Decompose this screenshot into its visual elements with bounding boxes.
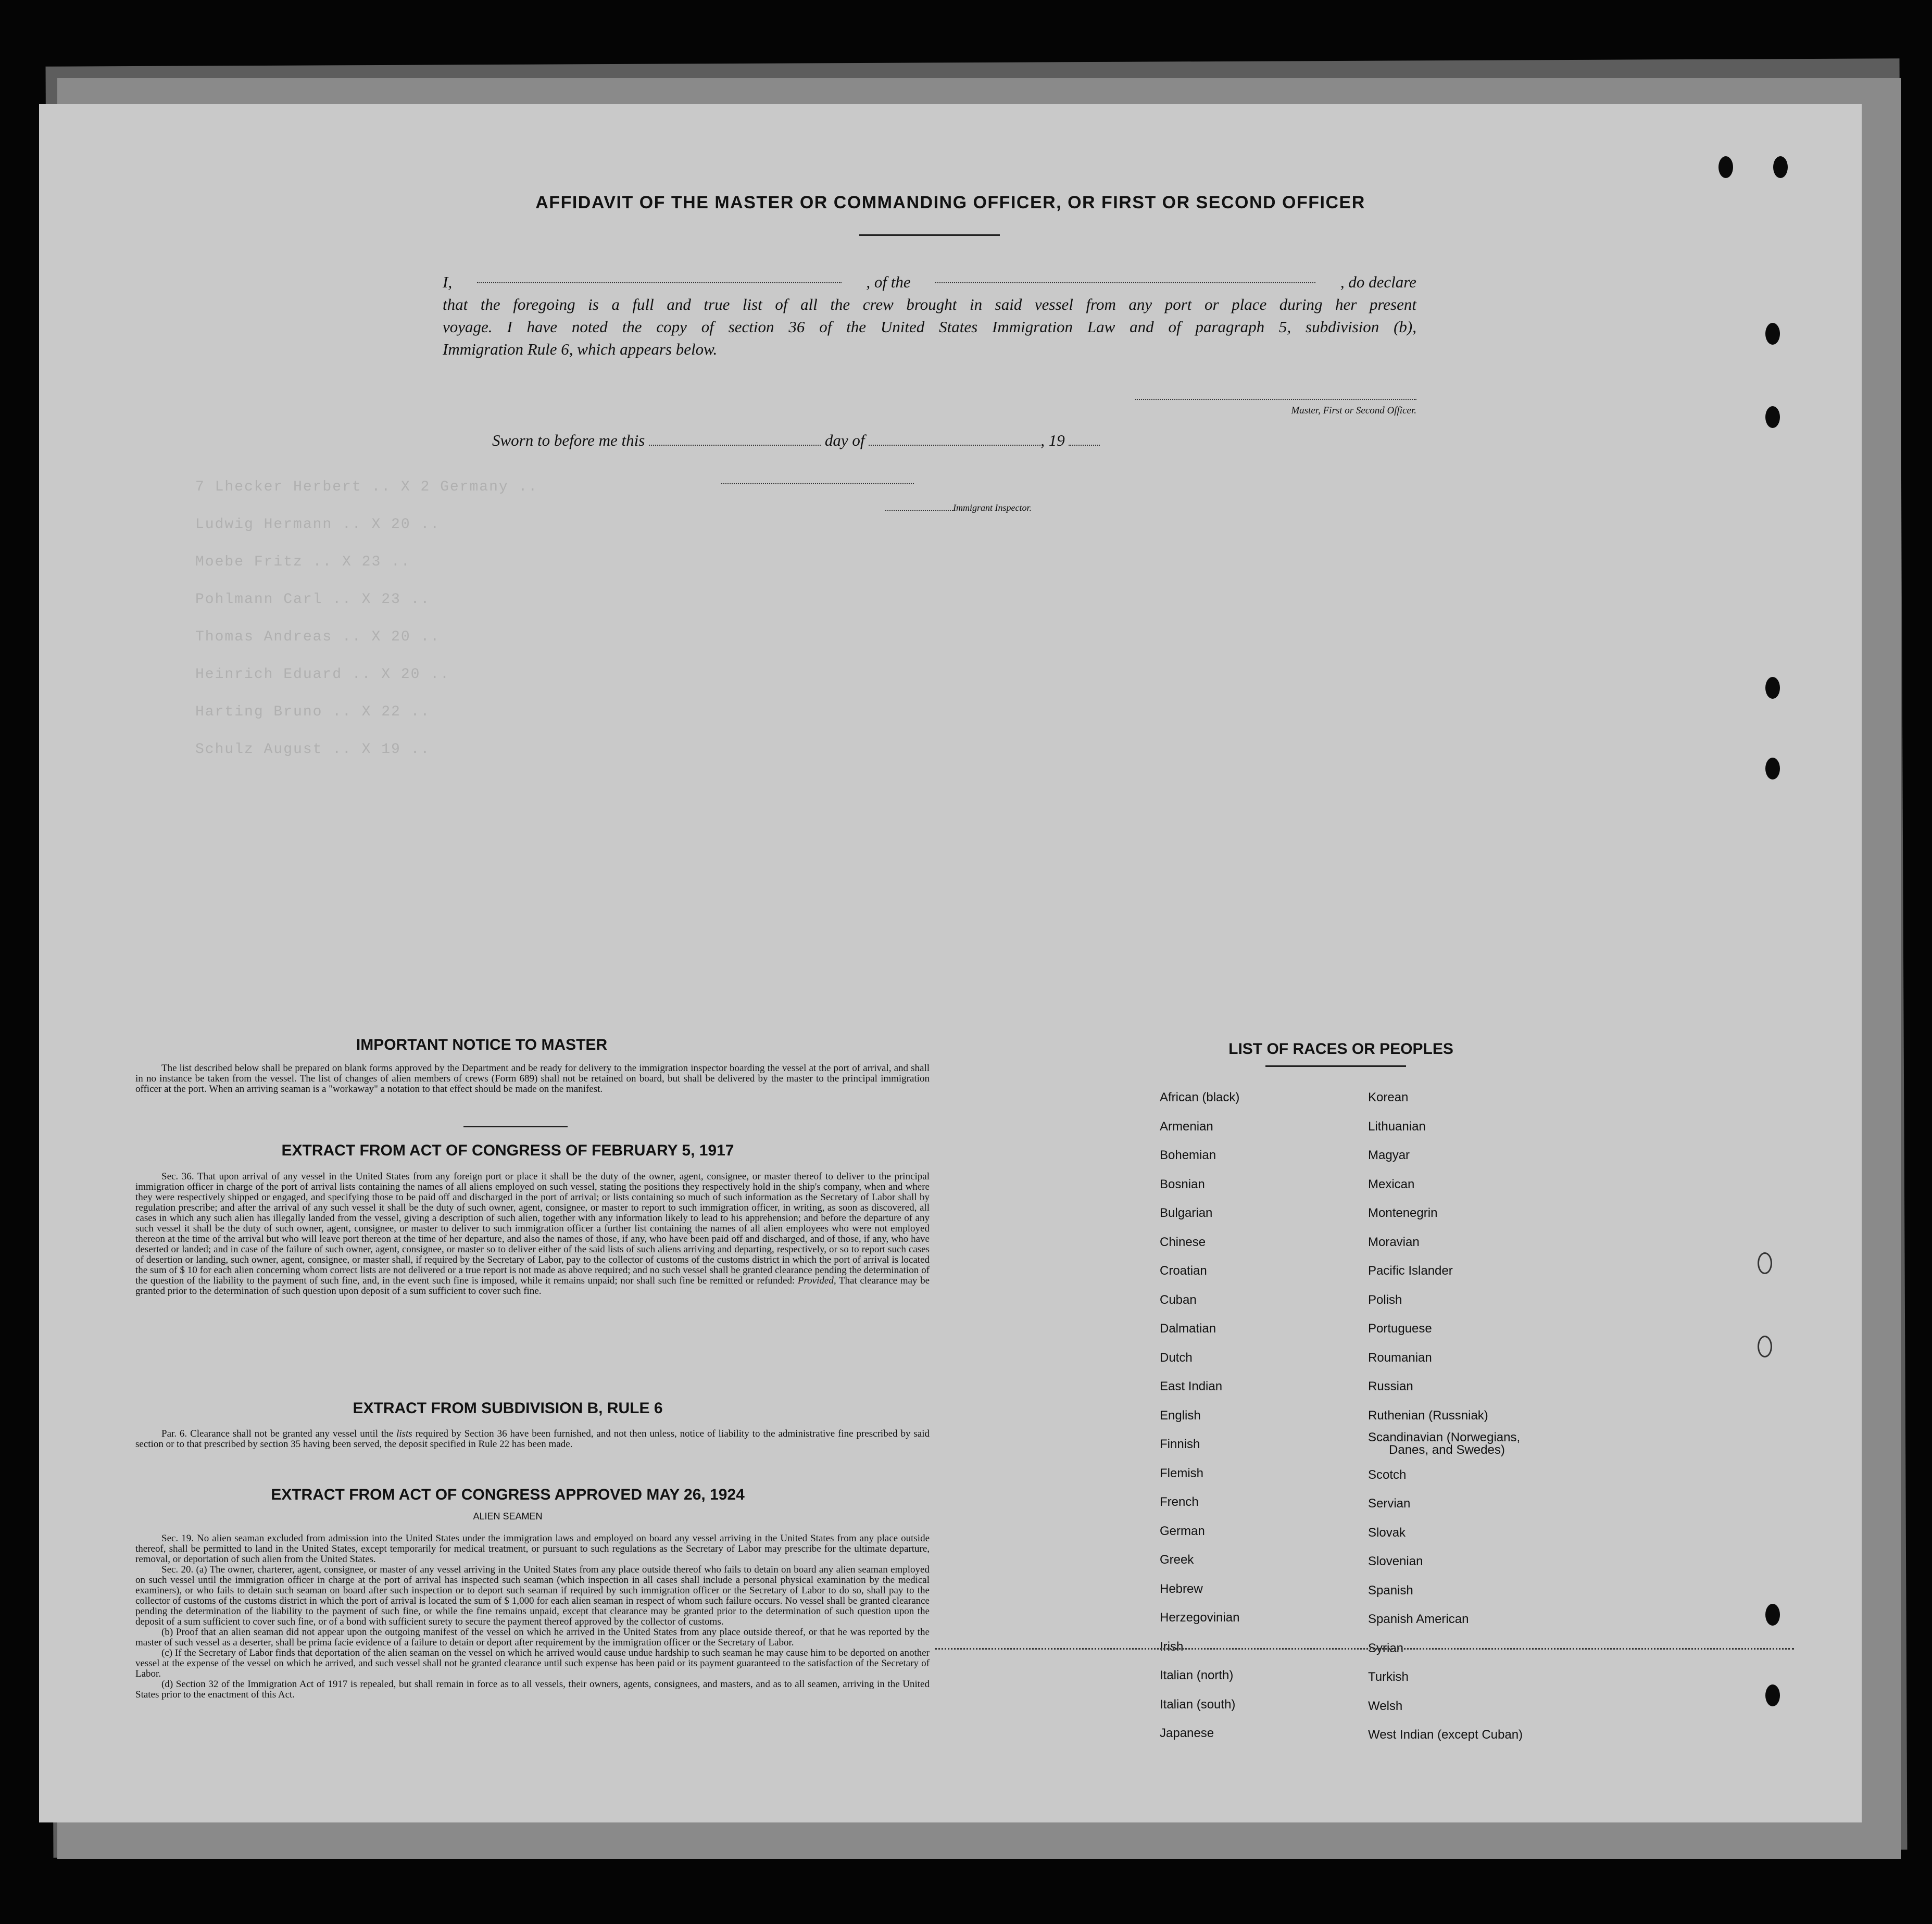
binder-hole	[1758, 1336, 1772, 1357]
race-item: African (black)	[1160, 1090, 1240, 1104]
race-item: Roumanian	[1368, 1350, 1432, 1365]
extract-rule6-text: Par. 6. Clearance shall not be granted any vessel until the lists required by Section 36 have been furnished, and not then unless, notice of liability to the administrative fine prescribed by said section or to that prescribed by section 35 having been served, the deposit specified in Rule 22 has been made.	[135, 1428, 930, 1450]
binder-hole	[1765, 758, 1780, 779]
race-item: Irish	[1160, 1639, 1184, 1654]
race-item: Turkish	[1368, 1670, 1409, 1684]
race-item: Croatian	[1160, 1264, 1207, 1278]
bleed-through-rows: 7 Lhecker Herbert .. X 2 Germany .. Ludwig Hermann .. X 20 .. Moebe Fritz .. X 23 .. Pohlmann Carl .. X 23 .. Thomas Andreas .. X 20 .. Heinrich Eduard .. X 20 .. Harting Bruno .. X 22 .. Schulz August .. X 19 ..	[195, 479, 538, 758]
race-item-two-line: Scandinavian (Norwegians, Danes, and Swedes)	[1368, 1430, 1521, 1457]
race-item: Magyar	[1368, 1148, 1410, 1162]
binder-hole	[1765, 1604, 1780, 1626]
title-rule	[859, 234, 1000, 236]
affidavit-line-3: voyage. I have noted the copy of section 36 of the United States Immigration Law and of paragraph 5, subdivision (b),	[443, 318, 1416, 336]
extract-1917-text: Sec. 36. That upon arrival of any vessel in the United States from any foreign port or place it shall be the duty of the owner, agent, consignee, or master thereof to deliver to the principal immigration officer in charge of the port of arrival lists containing the names of all aliens employed on such vessel, stating the positions they respectively hold in the ship's company, when and where they were respectively shipped or engaged, and specifying those to be paid off and discharged in the port of arrival; or lists containing so much of such information as the Secretary of Labor shall by regulation prescribe; and after the arrival of any such vessel it shall be the duty of such owner, agent, consignee, or master to report to such immigration officer, in writing, as soon as discovered, all cases in which any such alien has illegally landed from the vessel, giving a description of such alien, together with any information likely to lead to his apprehension; and before the departure of any such vessel it shall be the duty of such owner, agent, consignee, or master to deliver to such immigration officer a further list containing the names of all alien employees who were not employed thereon at the time of the arrival but who will leave port thereon at the time of her departure, and also the names of those, if any, who have been paid off and discharged, and of those, if any, who have deserted or landed; and in case of the failure of such owner, agent, consignee, or master so to deliver either of the said lists of such aliens arriving and departing, respectively, or so to report such cases of desertion or landing, such owner, agent, consignee, or master shall, if required by the Secretary of Labor, pay to the collector of customs of the customs district in which the port of arrival is located the sum of $ 10 for each alien concerning whom correct lists are not delivered or a true report is not made as above required; and no such vessel shall be granted clearance pending the determination of the question of the liability to the payment of such fine, and, in the event such fine is imposed, while it remains unpaid; nor shall such fine be remitted or refunded: Provided, That clearance may be granted prior to the determination of such question upon deposit of a sum sufficient to cover such fine.	[135, 1171, 930, 1297]
race-item: Herzegovinian	[1160, 1611, 1240, 1625]
binder-hole	[1765, 1684, 1780, 1706]
declarant-label: I,	[443, 273, 453, 291]
sworn-year-label: , 19	[1040, 431, 1065, 449]
race-item: Slovenian	[1368, 1554, 1423, 1568]
extract-1924-text: Sec. 19. No alien seaman excluded from admission into the United States under the immigration laws and employed on board any vessel arriving in the United States from any place outside thereof, shall be permitted to land in the United States, except temporarily for medical treatment, or pursuant to such regulations as the Secretary of Labor may prescribe for the ultimate departure, removal, or deportation of such alien from the United States. Sec. 20. (a) The owner, charterer, agent, consignee, or master of any vessel arriving in the United States from any place outside thereof who fails to detain on board any alien seaman employed on such vessel until the immigration officer in charge at the port of arrival has inspected such seaman (which inspection in all cases shall include a personal physical examination by the medical examiners), or who fails to detain such seaman on board after such inspection or to deport such seaman if required by such immigration officer or the Secretary of Labor to do so, shall pay to the collector of customs of the customs district in which the port of arrival is located the sum of $ 1,000 for each alien seaman in respect of whom such failure occurs. No vessel shall be granted clearance pending the determination of the liability to the payment of such fine, or while the fine remains unpaid, except that clearance may be granted prior to the determination of such question upon the deposit of a sum sufficient to cover such fine, or of a bond with sufficient surety to secure the payment thereof approved by the collector of customs. (b) Proof that an alien seaman did not appear upon the outgoing manifest of the vessel on which he arrived in the United States from any place outside thereof, or that he was reported by the master of such vessel as a deserter, shall be prima facie evidence of a failure to detain or deport after requirement by the immigration officer or the Secretary of Labor. (c) If the Secretary of Labor finds that deportation of the alien seaman on the vessel on which he arrived would cause undue hardship to such seaman he may cause him to be deported on another vessel at the expense of the vessel on which he arrived, and such vessel shall not be granted clearance until such expense has been paid or its payment guaranteed to the satisfaction of the Secretary of Labor. (d) Section 32 of the Immigration Act of 1917 is repealed, but shall remain in force as to all vessels, their owners, agents, consignees, and masters, and as to all seamen, arriving in the United States prior to the enactment of this Act.	[135, 1533, 930, 1700]
affidavit-body	[443, 271, 1416, 360]
vessel-name-field[interactable]	[935, 271, 1315, 283]
sworn-day-field[interactable]	[649, 433, 821, 446]
race-item: Finnish	[1160, 1437, 1200, 1451]
race-item: Greek	[1160, 1553, 1194, 1567]
race-item: Moravian	[1368, 1235, 1420, 1249]
race-item: Flemish	[1160, 1466, 1204, 1480]
extract-1924-title: EXTRACT FROM ACT OF CONGRESS APPROVED MAY 26, 1924	[271, 1486, 745, 1503]
do-declare-label: , do declare	[1340, 273, 1416, 291]
race-item: Bulgarian	[1160, 1206, 1213, 1220]
signature-field[interactable]	[1135, 399, 1416, 400]
binder-hole	[1758, 1252, 1772, 1274]
race-item: Russian	[1368, 1379, 1413, 1393]
race-item: Bosnian	[1160, 1177, 1205, 1191]
race-item: Portuguese	[1368, 1322, 1432, 1336]
binder-hole	[1765, 323, 1780, 345]
sworn-prefix: Sworn to before me this	[492, 431, 645, 449]
signature-label: Master, First or Second Officer.	[1291, 405, 1416, 416]
binder-hole	[1718, 156, 1733, 178]
inspector-label-row	[885, 502, 1032, 513]
race-item: Dalmatian	[1160, 1322, 1216, 1336]
binder-hole	[1765, 677, 1780, 699]
race-item: English	[1160, 1408, 1201, 1423]
of-the-label: , of the	[866, 273, 911, 291]
race-item: West Indian (except Cuban)	[1368, 1728, 1523, 1742]
race-item: Cuban	[1160, 1292, 1197, 1307]
race-item: Japanese	[1160, 1726, 1214, 1740]
race-item: Polish	[1368, 1292, 1402, 1307]
race-item: Armenian	[1160, 1119, 1213, 1134]
race-item: Italian (north)	[1160, 1668, 1234, 1682]
race-item: Bohemian	[1160, 1148, 1216, 1162]
notice-title: IMPORTANT NOTICE TO MASTER	[356, 1036, 608, 1053]
race-item: German	[1160, 1524, 1205, 1538]
binder-hole	[1773, 156, 1788, 178]
race-item: Montenegrin	[1368, 1206, 1438, 1220]
notice-rule	[463, 1126, 568, 1127]
affidavit-line-4: Immigration Rule 6, which appears below.	[443, 340, 718, 358]
inspector-label: Immigrant Inspector.	[953, 502, 1032, 513]
extract-rule6-title: EXTRACT FROM SUBDIVISION B, RULE 6	[353, 1400, 663, 1417]
race-item: Chinese	[1160, 1235, 1206, 1249]
affidavit-line-2: that the foregoing is a full and true list of all the crew brought in said vessel from any port or place during her present	[443, 295, 1416, 313]
sworn-line	[492, 431, 1100, 450]
manifest-page	[39, 104, 1862, 1822]
race-item: Syrian	[1368, 1641, 1404, 1655]
race-item: Dutch	[1160, 1350, 1193, 1365]
race-item: Slovak	[1368, 1525, 1406, 1540]
binder-hole	[1765, 406, 1780, 428]
races-title: LIST OF RACES OR PEOPLES	[1228, 1040, 1453, 1058]
sworn-day-label: day of	[824, 431, 865, 449]
races-rule	[1265, 1065, 1406, 1067]
race-item: Lithuanian	[1368, 1119, 1426, 1134]
inspector-signature-field[interactable]	[721, 483, 914, 484]
extract-1924-subtitle: ALIEN SEAMEN	[473, 1511, 543, 1521]
notice-text: The list described below shall be prepared on blank forms approved by the Department and be ready for delivery to the immigration inspector boarding the vessel at the port of arrival, and shall in no instance be taken from the vessel. The list of changes of alien members of crews (Form 689) shall not be retained on board, but shall be delivered by the master to the principal immigration officer at the port. When an arriving seaman is a "workaway" a notation to that effect should be made on the manifest.	[135, 1063, 930, 1095]
race-item: Scotch	[1368, 1467, 1407, 1482]
race-item: Servian	[1368, 1497, 1411, 1511]
race-item: Hebrew	[1160, 1581, 1203, 1596]
race-item: Spanish American	[1368, 1612, 1469, 1626]
race-item: Welsh	[1368, 1699, 1403, 1713]
race-item: Ruthenian (Russniak)	[1368, 1408, 1488, 1423]
sworn-year-field[interactable]	[1069, 433, 1100, 446]
sworn-month-field[interactable]	[869, 433, 1040, 446]
race-item: Italian (south)	[1160, 1697, 1236, 1712]
fold-dotted-line	[935, 1648, 1794, 1650]
affidavit-title: AFFIDAVIT OF THE MASTER OR COMMANDING OFFICER, OR FIRST OR SECOND OFFICER	[535, 193, 1365, 212]
race-item: East Indian	[1160, 1379, 1223, 1393]
race-item: Mexican	[1368, 1177, 1415, 1191]
race-item: Pacific Islander	[1368, 1264, 1453, 1278]
race-item: Spanish	[1368, 1583, 1413, 1598]
declarant-name-field[interactable]	[477, 271, 842, 283]
extract-1917-title: EXTRACT FROM ACT OF CONGRESS OF FEBRUARY 5, 1917	[281, 1142, 734, 1159]
race-item: French	[1160, 1495, 1199, 1509]
race-item: Korean	[1368, 1090, 1409, 1104]
